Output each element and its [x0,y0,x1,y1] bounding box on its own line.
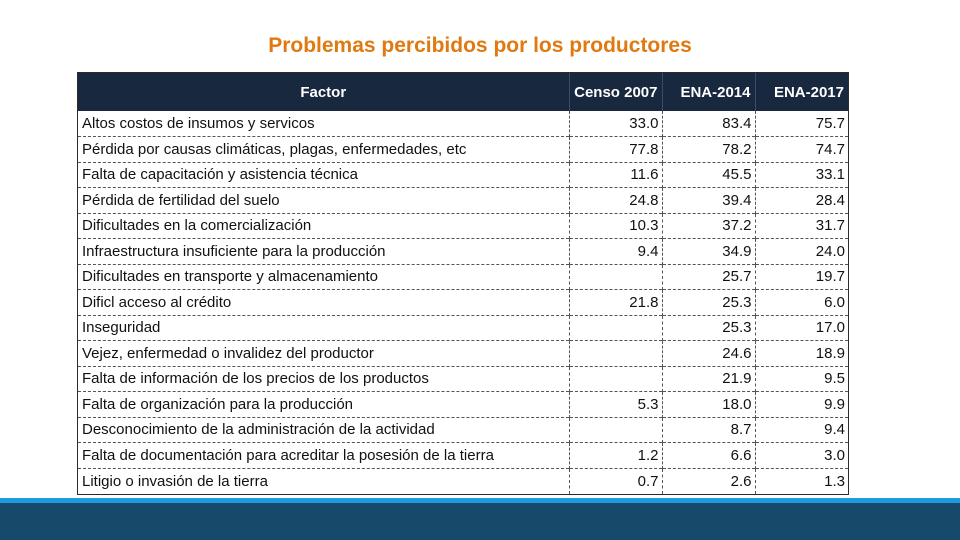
ena-2014-cell: 39.4 [662,188,755,214]
censo-2007-cell: 0.7 [569,468,662,494]
ena-2017-cell: 9.5 [755,366,848,392]
ena-2017-cell: 1.3 [755,468,848,494]
factor-cell: Desconocimiento de la administración de la actividad [78,417,569,443]
ena-2017-cell: 9.9 [755,392,848,418]
ena-2017-cell: 18.9 [755,341,848,367]
table-body [78,111,848,494]
ena-2014-cell: 34.9 [662,239,755,265]
table-row [78,417,848,443]
censo-2007-cell [569,417,662,443]
censo-2007-cell [569,264,662,290]
censo-2007-cell: 1.2 [569,443,662,469]
table-row [78,137,848,163]
ena-2014-cell: 2.6 [662,468,755,494]
table-row [78,162,848,188]
table-row [78,111,848,137]
ena-2014-cell: 21.9 [662,366,755,392]
factor-cell: Falta de capacitación y asistencia técnica [78,162,569,188]
header-censo-2007: Censo 2007 [569,73,662,111]
censo-2007-cell: 77.8 [569,137,662,163]
table-row [78,213,848,239]
header-ena-2017: ENA-2017 [755,73,848,111]
ena-2014-cell: 6.6 [662,443,755,469]
ena-2014-cell: 83.4 [662,111,755,137]
ena-2017-cell: 28.4 [755,188,848,214]
ena-2017-cell: 6.0 [755,290,848,316]
table-row [78,264,848,290]
table-row [78,239,848,265]
factor-cell: Falta de información de los precios de los productos [78,366,569,392]
ena-2017-cell: 9.4 [755,417,848,443]
table-row [78,392,848,418]
censo-2007-cell: 21.8 [569,290,662,316]
ena-2014-cell: 37.2 [662,213,755,239]
factor-cell: Pérdida de fertilidad del suelo [78,188,569,214]
ena-2017-cell: 75.7 [755,111,848,137]
ena-2017-cell: 31.7 [755,213,848,239]
header-ena-2014: ENA-2014 [662,73,755,111]
ena-2017-cell: 24.0 [755,239,848,265]
ena-2014-cell: 25.7 [662,264,755,290]
censo-2007-cell [569,341,662,367]
factor-cell: Pérdida por causas climáticas, plagas, enfermedades, etc [78,137,569,163]
ena-2014-cell: 24.6 [662,341,755,367]
ena-2017-cell: 33.1 [755,162,848,188]
factor-cell: Dificultades en la comercialización [78,213,569,239]
ena-2014-cell: 18.0 [662,392,755,418]
ena-2014-cell: 8.7 [662,417,755,443]
factor-cell: Altos costos de insumos y servicos [82,115,315,132]
censo-2007-cell [569,315,662,341]
ena-2014-cell: 25.3 [662,315,755,341]
table-row [78,468,848,494]
ena-2014-cell: 45.5 [662,162,755,188]
censo-2007-cell: 33.0 [569,111,662,137]
table-row [78,443,848,469]
problems-table-container [77,72,849,495]
censo-2007-cell: 9.4 [569,239,662,265]
footer-bar [0,503,960,540]
censo-2007-cell: 24.8 [569,188,662,214]
factor-cell: Falta de organización para la producción [78,392,569,418]
censo-2007-cell: 5.3 [569,392,662,418]
table-header-row [78,73,848,111]
ena-2017-cell: 3.0 [755,443,848,469]
censo-2007-cell: 11.6 [569,162,662,188]
ena-2017-cell: 17.0 [755,315,848,341]
factor-cell: Litigio o invasión de la tierra [78,468,569,494]
table-row [78,315,848,341]
factor-cell: Vejez, enfermedad o invalidez del productor [78,341,569,367]
table-row [78,341,848,367]
factor-cell: Dificl acceso al crédito [78,290,569,316]
ena-2017-cell: 74.7 [755,137,848,163]
censo-2007-cell [569,366,662,392]
problems-table [78,73,848,494]
ena-2017-cell: 19.7 [755,264,848,290]
ena-2014-cell: 25.3 [662,290,755,316]
header-factor: Factor [300,83,347,101]
slide-title: Problemas percibidos por los productores [268,34,692,57]
table-row [78,290,848,316]
factor-cell: Inseguridad [78,315,569,341]
table-row [78,188,848,214]
factor-cell: Infraestructura insuficiente para la producción [78,239,569,265]
factor-cell: Falta de documentación para acreditar la posesión de la tierra [78,443,569,469]
ena-2014-cell: 78.2 [662,137,755,163]
censo-2007-cell: 10.3 [569,213,662,239]
factor-cell: Dificultades en transporte y almacenamiento [78,264,569,290]
table-row [78,366,848,392]
